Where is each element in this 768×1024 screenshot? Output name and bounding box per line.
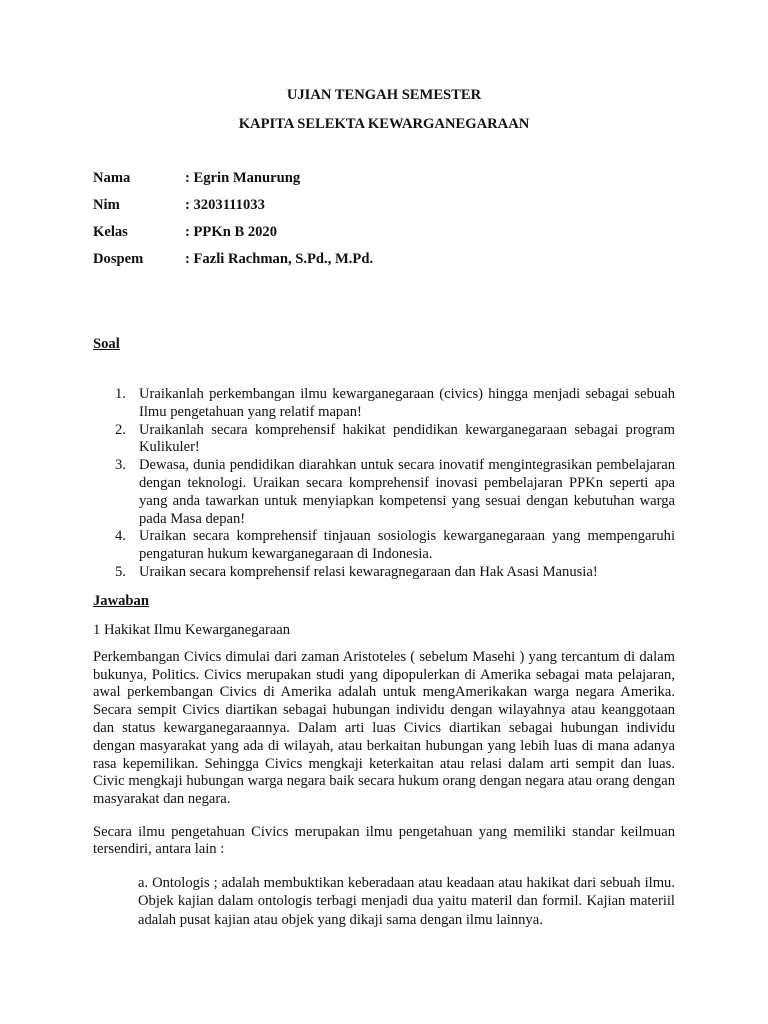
list-item (93, 528, 675, 564)
exam-title: UJIAN TENGAH SEMESTER (286, 87, 482, 103)
question-text: Uraikan secara komprehensif relasi kewaragnegaraan dan Hak Asasi Manusia! (139, 563, 598, 580)
course-title: KAPITA SELEKTA KEWARGANEGARAAN (238, 116, 530, 132)
jawaban-heading: Jawaban (93, 592, 149, 609)
document-page (93, 86, 675, 944)
info-value: : PPKn B 2020 (185, 224, 278, 240)
paragraph: Secara ilmu pengetahuan Civics merupakan ilmu pengetahuan yang memiliki standar keilmuan tersendiri, antara lain : (93, 823, 675, 858)
question-text: Dewasa, dunia pendidikan diarahkan untuk secara inovatif mengintegrasikan pembelajaran dengan teknologi. Uraikan secara komprehensif inovasi pembelajaran PPKn seperti apa yang anda tawarkan untuk menyiapkan kompetensi yang sesuai dengan kebutuhan warga pada Masa depan! (139, 457, 675, 527)
info-label: Kelas (93, 224, 128, 240)
list-item (93, 386, 675, 422)
question-text: Uraikanlah secara komprehensif hakikat pendidikan kewarganegaraan sebagai program Kulikuler! (139, 421, 675, 456)
question-number: 3. (115, 457, 126, 474)
list-item (93, 564, 675, 582)
question-number: 4. (115, 528, 126, 545)
info-row-nama (93, 169, 675, 188)
question-text: Uraikan secara komprehensif tinjauan sosiologis kewarganegaraan yang mempengaruhi pengaturan hukum kewarganegaraan di Indonesia. (139, 528, 675, 563)
student-info (93, 169, 675, 269)
info-label: Nim (93, 197, 120, 213)
info-value: : Fazli Rachman, S.Pd., M.Pd. (185, 251, 374, 267)
info-label: Dospem (93, 251, 144, 267)
indented-paragraph: a. Ontologis ; adalah membuktikan keberadaan atau keadaan atau hakikat dari sebuah ilmu. Objek kajian dalam ontologis terbagi menjadi dua yaitu materil dan formil. Kajian materiil adalah pusat kajian atau objek yang dikaji sama dengan ilmu lainnya. (138, 874, 675, 928)
info-row-dospem (93, 250, 675, 269)
section-title: 1 Hakikat Ilmu Kewarganegaraan (93, 621, 291, 638)
paragraph: Perkembangan Civics dimulai dari zaman Aristoteles ( sebelum Masehi ) yang tercantum di dalam bukunya, Politics. Civics merupakan studi yang dipopulerkan di Amerika sebagai mata pelajaran, awal perkembangan Civics di Amerika adalah untuk mengAmerikakan warga negara Amerika. Secara sempit Civics diartikan sebagai hubungan individu dengan wilayahnya atau keanggotaan dan status kewarganegaraannya. Dalam arti luas Civics diartikan sebagai hubungan individu dengan masyarakat yang ada di wilayah, atau berkaitan hubungan yang lebih luas di mana adanya rasa kepemilikan. Sehingga Civics mengkaji keterkaitan atau relasi dalam arti sempit dan luas. Civic mengkaji hubungan warga negara baik secara hukum orang dengan negara atau orang dengan masyarakat dan negara. (93, 648, 675, 808)
info-row-nim (93, 196, 675, 215)
question-number: 2. (115, 421, 126, 438)
question-text: Uraikanlah perkembangan ilmu kewarganegaraan (civics) hingga menjadi sebagai sebuah Ilmu pengetahuan yang relatif mapan! (139, 386, 675, 420)
info-value: : 3203111033 (185, 197, 265, 213)
info-value: : Egrin Manurung (185, 170, 301, 186)
question-number: 5. (115, 563, 126, 580)
question-list (93, 386, 675, 582)
info-label: Nama (93, 170, 131, 186)
list-item (93, 422, 675, 458)
list-item (93, 457, 675, 528)
info-row-kelas (93, 223, 675, 242)
soal-heading: Soal (93, 336, 120, 352)
question-number: 1. (115, 386, 126, 402)
